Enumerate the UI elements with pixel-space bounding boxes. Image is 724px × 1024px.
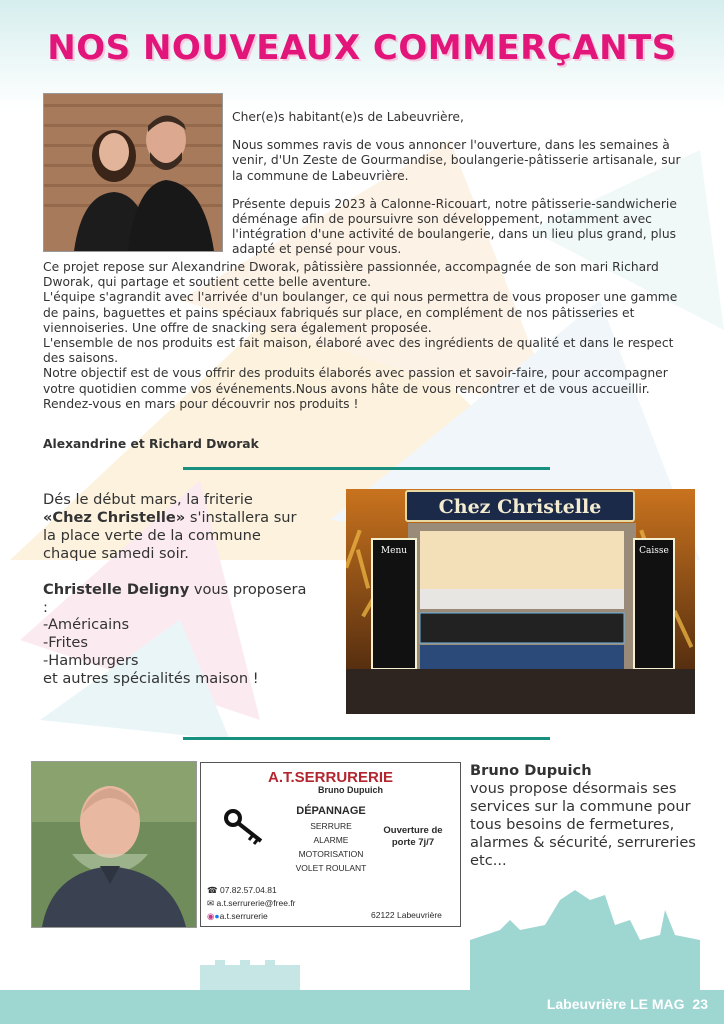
email-address: a.t.serrurerie@free.fr xyxy=(216,898,296,908)
phone-number: 07.82.57.04.81 xyxy=(219,885,277,895)
social-icon: ◉ xyxy=(207,911,215,921)
owner-name: Christelle Deligny xyxy=(43,580,190,598)
menu-item: -Frites xyxy=(43,634,88,652)
service-heading: DÉPANNAGE xyxy=(296,805,366,817)
serrurerie-name: Bruno Dupuich xyxy=(470,762,592,779)
card-title: A.T.SERRURERIE xyxy=(267,769,394,786)
phone-icon: ☎ xyxy=(207,885,218,895)
menu-board-label: Menu xyxy=(380,546,408,556)
card-subtitle: Bruno Dupuich xyxy=(318,785,383,795)
couple-photo xyxy=(43,93,223,252)
card-location: 62122 Labeuvrière xyxy=(371,910,442,920)
friterie-name: «Chez Christelle» xyxy=(43,508,186,526)
facebook-icon: ● xyxy=(214,911,220,921)
quality-paragraph: L'ensemble de nos produits est fait maison, élaboré avec des ingrédients de qualité et dans le respect des saisons. xyxy=(43,336,674,366)
social-handle: a.t.serrurerie xyxy=(219,911,268,921)
service-item: ALARME xyxy=(313,835,349,845)
service-list xyxy=(281,819,381,875)
team-paragraph: L'équipe s'agrandit avec l'arrivée d'un boulanger, ce qui nous permettra de vous proposer une gamme de pains, baguettes et pains spéciaux fabriqués sur place, en complément de nos pâtisseries et viennoiseries. Une offre de snacking sera également proposée. xyxy=(43,290,678,335)
mail-icon: ✉ xyxy=(207,898,215,908)
friterie-line2: s'installera sur la place verte de la commune chaque samedi soir. xyxy=(43,508,297,562)
separator-2 xyxy=(183,737,550,740)
friterie-line1: Dés le début mars, la friterie xyxy=(43,491,253,508)
hours-text: Ouverture de porte 7j/7 xyxy=(383,825,443,848)
service-item: SERRURE xyxy=(310,821,352,831)
zeste-body xyxy=(43,260,691,412)
caisse-board-label: Caisse xyxy=(639,546,669,556)
owner-line xyxy=(43,581,311,617)
footer-label xyxy=(547,996,708,1012)
owner-suffix: vous proposera : xyxy=(43,580,307,616)
magazine-name: Labeuvrière LE MAG xyxy=(546,996,685,1012)
service-item: MOTORISATION xyxy=(298,849,364,859)
closing-line: et autres spécialités maison ! xyxy=(43,670,259,688)
page-number: 23 xyxy=(692,996,708,1012)
friterie-sign-text: Chez Christelle xyxy=(438,496,602,518)
menu-item: -Américains xyxy=(43,616,130,634)
service-item: VOLET ROULANT xyxy=(295,863,367,873)
intro-paragraph: Nous sommes ravis de vous annoncer l'ouverture, dans les semaines à venir, d'Un Zeste de Gourmandise, boulangerie-pâtisserie artisanale, sur la commune de Labeuvrière. xyxy=(232,138,681,183)
signature: Alexandrine et Richard Dworak xyxy=(43,437,259,451)
serrurerie-desc: vous propose désormais ses services sur la commune pour tous besoins de fermetures, alarmes & sécurité, serrureries etc... xyxy=(470,779,696,869)
serrurerie-text xyxy=(470,762,698,869)
friterie-paragraph xyxy=(43,491,311,563)
greeting-text: Cher(e)s habitant(e)s de Labeuvrière, xyxy=(232,110,464,124)
separator-1 xyxy=(183,467,550,470)
menu-item: -Hamburgers xyxy=(43,652,139,670)
zeste-intro xyxy=(232,110,687,258)
key-icon xyxy=(223,808,269,846)
history-paragraph: Présente depuis 2023 à Calonne-Ricouart, notre pâtisserie-sandwicherie déménage afin de poursuivre son développement, notamment avec l'intégration d'une activité de boulangerie, dans un lieu plus grand, plus adapté et pensé pour vous. xyxy=(232,196,677,257)
page-title: NOS NOUVEAUX COMMERÇANTS xyxy=(47,28,677,68)
objective-paragraph: Notre objectif est de vous offrir des produits élaborés avec passion et savoir-faire, pour accompagner votre quotidien comme vos événements.Nous avons hâte de vous rencontrer et de vous accueillir. Rendez-vous en mars pour découvrir nos produits ! xyxy=(43,366,668,411)
friterie-photo xyxy=(346,489,695,714)
castle-silhouette xyxy=(0,880,724,990)
project-paragraph: Ce projet repose sur Alexandrine Dworak, pâtissière passionnée, accompagnée de son mari Richard Dworak, qui partage et soutient cette belle aventure. xyxy=(43,260,659,290)
friterie-text xyxy=(43,491,311,688)
